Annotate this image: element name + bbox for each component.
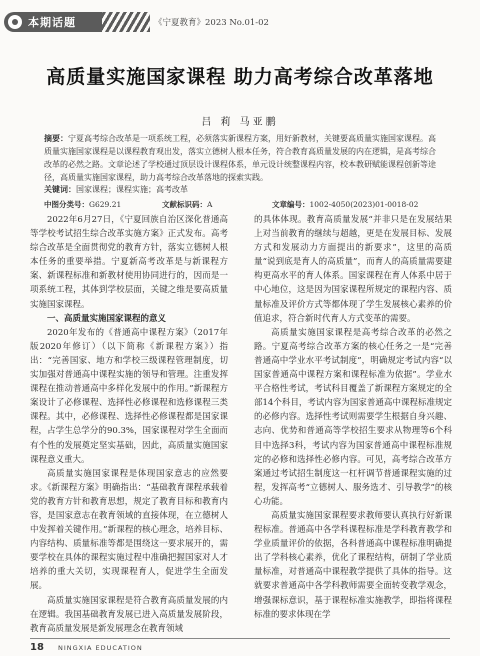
- classification-row: [44, 199, 440, 210]
- section-heading: 一、高质量实施国家课程的意义: [47, 313, 167, 324]
- paragraph: 高质量实施国家课程是符合教育高质量发展的内在逻辑。我国基础教育发展已进入高质量发展阶段，教育高质量发展是新发展理念在教育领域: [30, 595, 228, 634]
- badge-stripes-decoration: [102, 12, 150, 32]
- keywords-label: 关键词：: [44, 185, 76, 194]
- body-column-left: [30, 213, 228, 636]
- footer-journal-name: NINGXIA EDUCATION: [58, 644, 143, 652]
- class-label: 中图分类号：: [44, 200, 89, 209]
- page-number: 18: [30, 642, 44, 653]
- paragraph: 高质量实施国家课程是体现国家意志的应然要求。《新课程方案》明确指出：“基础教育课程承载着党的教育方针和教育思想，规定了教育目标和教育内容，是国家意志在教育领域的直接体现，在立德树人中发挥着关键作用。”新课程的核心理念，培养目标、内容结构、质量标准等都是围绕这一要求展开的，需要学校在具体的课程实施过程中准确把握国家对人才培养的重大关切，实现课程育人，促进学生全面发展。: [30, 468, 228, 592]
- journal-issue: 《宁夏教育》2023 No.01-02: [154, 18, 269, 28]
- article-title: 高质量实施国家课程 助力高考综合改革落地: [46, 66, 434, 88]
- body-column-right: [254, 213, 452, 622]
- paragraph: 高质量实施国家课程要求教师要认真执行好新课程标准。普通高中各学科课程标准是学科教育教学和学业质量评价的依据，各科普通高中课程标准明确提出了学科核心素养，优化了课程结构，研制了学业质量标准，对普通高中课程教学提供了具体的指导。这就要求普通高中各学科教师需要全面转变教学观念，增强课标意识，基于课程标准实施教学，即指将课程标准的要求体现在学: [254, 510, 452, 620]
- paragraph: 2022年6月27日，《宁夏回族自治区深化普通高等学校考试招生综合改革实施方案》正式发布。高考综合改革是全面贯彻党的教育方针，落实立德树人根本任务的重要举措。宁夏新高考改革是与新课程方案、新课程标准和新教材使用协同进行的，因而是一项系统工程，其体到学校层面，关键之维是要高质量实施国家课程。: [30, 215, 228, 310]
- paragraph: 2020年发布的《普通高中课程方案》（2017年版2020年修订）（以下简称《新课程方案》）指出：“完善国家、地方和学校三级课程管理制度，切实加强对普通高中课程实施的领导和管理。注重发挥课程在推动普通高中多样化发展中的作用。”新课程方案设计了必修课程、选择性必修课程和选修课程三类课程。其中，必修课程、选择性必修课程都是国家课程，占学生总学分的90.3%，国家课程对学生全面而有个性的发展奠定坚实基础，因此，高质量实施国家课程意义重大。: [30, 327, 228, 465]
- article-id-label: 文章编号：: [272, 200, 310, 209]
- page-footer: [0, 638, 480, 656]
- class-value: G629.21: [89, 200, 122, 209]
- doc-code-value: A: [207, 200, 213, 209]
- paragraph: 的具体体现。教育高质量发展“并非只是在发展结果上对当前教育的继续与超越，更是在发展目标、发展方式和发展动力方面提出的新要求”，这里的高质量“说到底是育人的高质量”，而育人的高质量需要建构更高水平的育人体系。国家课程在育人体系中居于中心地位，这是因为国家课程所规定的课程内容、质量标准及评价方式等都体现了学生发展核心素养的价值追求，符合新时代育人方式变革的需要。: [254, 215, 452, 324]
- paragraph: 高质量实施国家课程是高考综合改革的必然之路。宁夏高考综合改革方案的核心任务之一是“完善普通高中学业水平考试制度”，明确规定考试内容“以国家普通高中课程方案和课程标准为依据”。学业水平合格性考试，考试科目覆盖了新课程方案规定的全部14个科目，考试内容为国家普通高中课程标准规定的必修内容。选择性考试则需要学生根据自身兴趣、志向、优势和普通高等学校招生要求从物理等6个科目中选择3科，考试内容为国家普通高中课程标准规定的必修和选择性必修内容。可见，高考综合改革方案通过考试招生制度这一杠杆调节普通课程实施的过程，发挥高考“立德树人、服务选才、引导教学”的核心功能。: [254, 327, 452, 507]
- page-header: [0, 0, 480, 40]
- keywords-text: 国家课程；课程实施；高考改革: [76, 185, 188, 194]
- abstract: [44, 132, 440, 184]
- abstract-label: 摘要：: [44, 134, 68, 143]
- abstract-text: 宁夏高考综合改革是一项系统工程，必须落实新课程方案，用好新教材，关键要高质量实施国家课程。高质量实施国家课程是以课程教育观出发，落实立德树人根本任务，符合教育高质量发展的内在逻辑，是高考综合改革的必然之路。文章论述了学校通过顶层设计课程体系，单元设计统整课程内容，校本教研赋能课程创新等途径，高质量实施国家课程，助力高考综合改革落地的探索实践。: [44, 134, 436, 182]
- keywords: [44, 183, 440, 196]
- badge-dot-icon: [8, 15, 22, 29]
- footer-rule: [30, 638, 450, 639]
- section-badge-label: 本期话题: [28, 16, 76, 29]
- article-authors: 吕 莉 马亚鹏: [201, 117, 279, 128]
- article-id-value: 1002-4050(2023)01-0018-02: [309, 200, 419, 209]
- section-badge: [4, 12, 150, 32]
- doc-code-label: 文献标识码：: [162, 200, 207, 209]
